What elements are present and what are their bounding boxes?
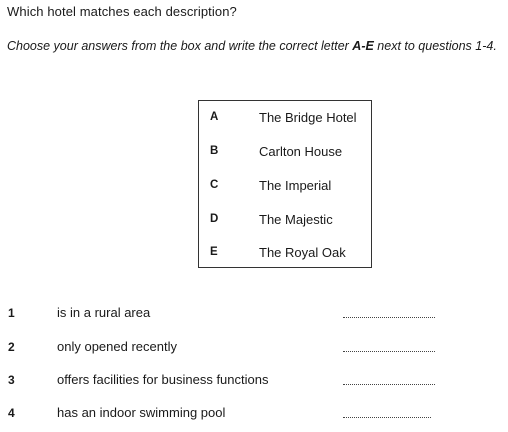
hotel-option-d	[199, 209, 371, 229]
hotel-letter: D	[210, 213, 219, 225]
hotel-letter: A	[210, 111, 219, 123]
question-row-2	[0, 338, 508, 358]
question-text: only opened recently	[57, 339, 177, 354]
question-text: has an indoor swimming pool	[57, 405, 226, 420]
hotel-letter: C	[210, 179, 219, 191]
hotel-option-c	[199, 175, 371, 195]
question-number: 3	[8, 373, 15, 387]
hotel-option-e	[199, 242, 371, 262]
question-row-4	[0, 404, 508, 424]
instruction-after: next to questions 1-4.	[373, 39, 497, 53]
hotel-option-b	[199, 141, 371, 161]
hotel-name: The Majestic	[259, 211, 333, 227]
question-row-3	[0, 371, 508, 391]
question-row-1	[0, 304, 508, 324]
question-heading: Which hotel matches each description?	[7, 4, 237, 19]
answer-blank[interactable]	[343, 311, 435, 318]
answer-blank[interactable]	[343, 411, 431, 418]
hotel-options-box	[198, 100, 372, 268]
hotel-letter: E	[210, 246, 218, 258]
answer-blank[interactable]	[343, 345, 435, 352]
instruction-before: Choose your answers from the box and write the correct letter	[7, 39, 353, 53]
question-text: is in a rural area	[57, 305, 151, 320]
question-text: offers facilities for business functions	[57, 372, 269, 387]
hotel-name: Carlton House	[259, 143, 343, 159]
hotel-letter: B	[210, 145, 219, 157]
hotel-name: The Royal Oak	[259, 244, 346, 260]
hotel-name: The Imperial	[259, 177, 332, 193]
instruction-text	[7, 38, 497, 54]
answer-blank[interactable]	[343, 378, 435, 385]
question-number: 2	[8, 340, 15, 354]
question-number: 4	[8, 406, 15, 420]
hotel-name: The Bridge Hotel	[259, 109, 357, 125]
instruction-letters: A-E	[352, 39, 374, 53]
question-number: 1	[8, 306, 15, 320]
hotel-option-a	[199, 107, 371, 127]
